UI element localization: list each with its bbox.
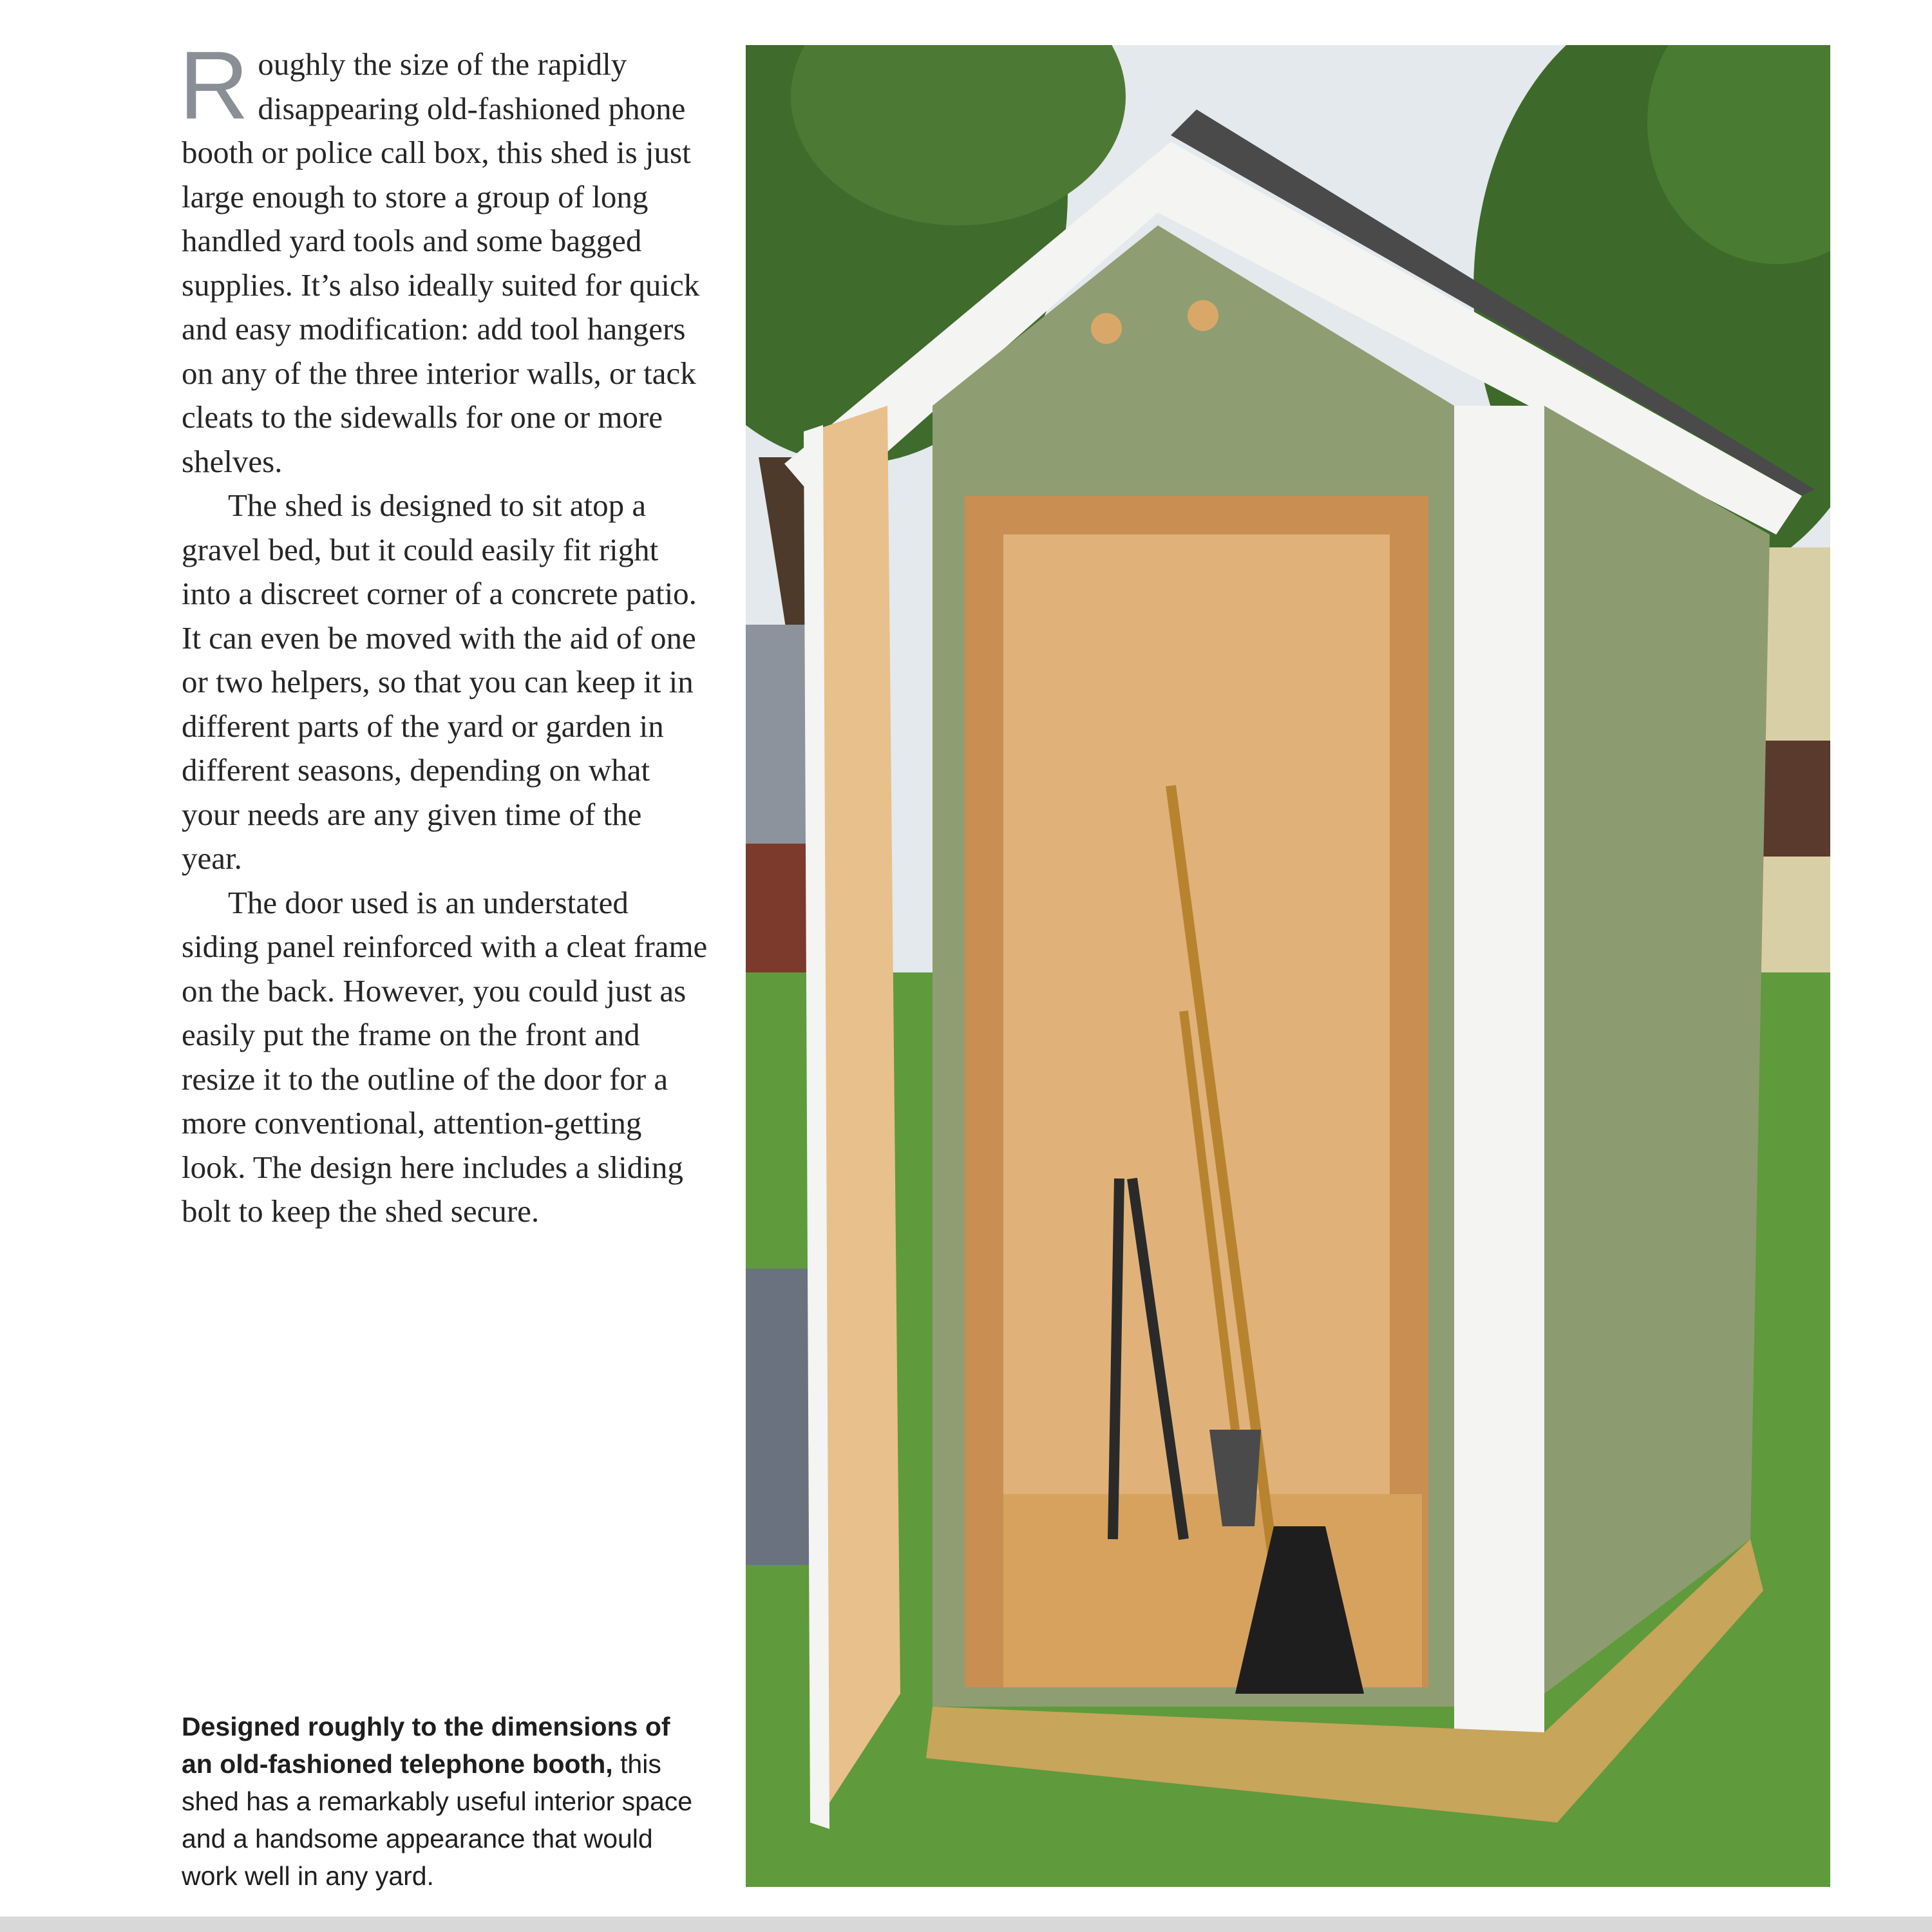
- shed-photo: [746, 45, 1830, 1887]
- vent-hole-left: [1091, 313, 1122, 344]
- paragraph-2: The shed is designed to sit atop a gravel bed, but it could easily fit right into a discreet corner of a concrete patio. It can even be moved with the aid of one or two helpers, so that you can keep it in different parts of the yard or garden in different seasons, depending on what your needs are any given time of the year.: [182, 488, 697, 876]
- paragraph-1: [179, 31, 710, 484]
- caption-lead: Designed roughly to the dimensions of an old-fashioned telephone booth,: [182, 1712, 670, 1779]
- paragraph-1-text: oughly the size of the rapidly disappearing old-fashioned phone booth or police call box, this shed is just large enough to store a group of long handled yard tools and some bagged supplies. It’s also ideally suited for quick and easy modification: add tool hangers on any of the three interior walls, or tack cleats to the sidewalls for one or more shelves.: [182, 46, 700, 479]
- paragraph-3: The door used is an understated siding panel reinforced with a cleat frame on the back. However, you could just as easily put the frame on the front and resize it to the outline of the door for a more conventional, attention-getting look. The design here includes a sliding bolt to keep the shed secure.: [182, 884, 708, 1229]
- shed-floor: [1003, 1494, 1422, 1687]
- article-body: [179, 31, 710, 1234]
- corner-trim: [1454, 406, 1544, 1732]
- page-bottom-rule: [0, 1917, 1932, 1932]
- caption-text: this shed has a remarkably useful interior space and a handsome appearance that would work well in any yard.: [182, 1749, 693, 1891]
- photo-caption: [182, 1708, 697, 1895]
- vent-hole-right: [1188, 300, 1218, 331]
- drop-cap: R: [179, 31, 249, 139]
- shed-illustration: [746, 45, 1830, 1887]
- back-wall: [1003, 535, 1390, 1591]
- shed-side: [1544, 406, 1770, 1694]
- lopper-handle-left: [1113, 1179, 1119, 1539]
